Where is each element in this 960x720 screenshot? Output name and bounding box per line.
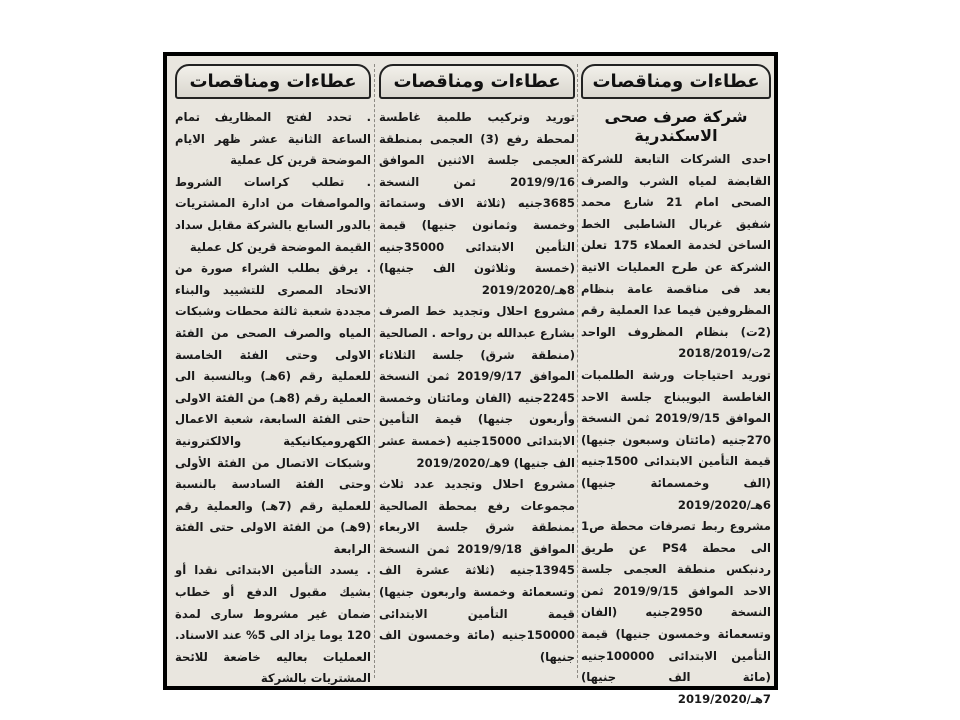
paragraph: مشروع احلال وتجديد عدد ثلاث مجموعات رفع بمحطة الصالحية بمنطقة شرق جلسة الاربعاء الموافق 2019/9/18 ثمن النسخة 13945جنيه (ثلاثة عشرة الف وتسعمائة وخمسة واربعون جنيها) قيمة التأمين الابتدائى 150000جنيه (مائة وخمسون الف جنيها) xyxy=(379,477,575,664)
column-left xyxy=(175,64,371,686)
paragraph: مشروع احلال وتجديد خط الصرف بشارع عبدالله بن رواحه . الصالحية (منطقة شرق) جلسة الثلاثاء الموافق 2019/9/17 ثمن النسخة 2245جنيه (الفان ومائتان وخمسة وأربعون جنيها) قيمة التأمين الابتدائى 15000جنيه (خمسة عشر الف جنيها) 9هـ/2019/2020 xyxy=(379,304,576,470)
paragraph: مشروع ربط تصرفات محطة ص1 الى محطة PS4 عن طريق ردنبكس منطقة العجمى جلسة الاحد الموافق 2019/9/15 ثمن النسخة 2950جنيه (الفان وتسعمائة وخمسون جنيها) قيمة التأمين الابتدائى 100000جنيه (مائة الف جنيها) 7هـ/2019/2020 xyxy=(581,519,772,706)
column-divider xyxy=(577,64,578,678)
column-body xyxy=(175,107,371,690)
paragraph: . تطلب كراسات الشروط والمواصفات من ادارة المشتريات بالدور السابع بالشركة مقابل سداد القيمة الموضحة قرين كل عملية xyxy=(175,174,371,254)
paragraph: . يرفق بطلب الشراء صورة من الاتحاد المصرى للتشييد والبناء مجددة شعبة ثالثة محطات وشبكات المياه والصرف الصحى من الفئة الاولى وحتى الفئة الخامسة للعملية رقم (6هـ) وبالنسبة الى العملية رقم (8هـ) من الفئة الاولى حتى الفئة السابعة، شعبة الاعمال الكهروميكانيكية والالكترونية وشبكات الاتصال من الفئة الأولى وحتى الفئة السادسة بالنسبة للعملية رقم (7هـ) والعملية رقم (9هـ) من الفئة الاولى حتى الفئة الرابعة xyxy=(175,261,371,556)
paragraph: . يسدد التأمين الابتدائى نقدا أو بشيك مقبول الدفع أو خطاب ضمان غير مشروط سارى لمدة 120 يوما يزاد الى 5% عند الاسناد. العمليات بعاليه خاضعة للائحة المشتريات بالشركة xyxy=(175,563,371,686)
column-divider xyxy=(374,64,375,678)
newspaper-clipping xyxy=(163,52,778,706)
column-body xyxy=(581,149,771,710)
paragraph: احدى الشركات التابعة للشركة القابضة لمياه الشرب والصرف الصحى امام 21 شارع محمد شفيق غربال الشاطبى الخط الساخن لخدمة العملاء 175 تعلن الشركة عن طرح العمليات الاتية بعد فى مناقصة عامة بنظام المظروفين فيما عدا العملية رقم (2ت) بنظام المظروف الواحد 2ت/2018/2019 xyxy=(581,152,771,361)
column-body xyxy=(379,107,575,668)
column-right xyxy=(581,64,772,706)
column-header: عطاءات ومناقصات xyxy=(379,64,575,99)
column-header: عطاءات ومناقصات xyxy=(581,64,771,99)
paragraph: توريد احتياجات ورشة الطلمبات الغاطسة البويبناج جلسة الاحد الموافق 2019/9/15 ثمن النسخة 270جنيه (مائتان وسبعون جنيها) قيمة التأمين الابتدائى 1500جنيه (الف وخمسمائة جنيها) 6هـ/2019/2020 xyxy=(581,367,771,512)
column-middle xyxy=(379,64,575,680)
paragraph: توريد وتركيب طلمبة غاطسة لمحطة رفع (3) العجمى بمنطقة العجمى جلسة الاثنين الموافق 2019/9/16 ثمن النسخة 3685جنيه (ثلاثة الاف وستمائة وخمسة وثمانون جنيها) قيمة التأمين الابتدائى 35000جنيه (خمسة وثلاثون الف جنيها) 8هـ/2019/2020 xyxy=(379,110,575,297)
paragraph: . تحدد لفتح المظاريف تمام الساعة الثانية عشر ظهر الايام الموضحة قرين كل عملية xyxy=(175,110,371,168)
column-header: عطاءات ومناقصات xyxy=(175,64,371,99)
company-name: شركة صرف صحى الاسكندرية xyxy=(604,107,748,145)
